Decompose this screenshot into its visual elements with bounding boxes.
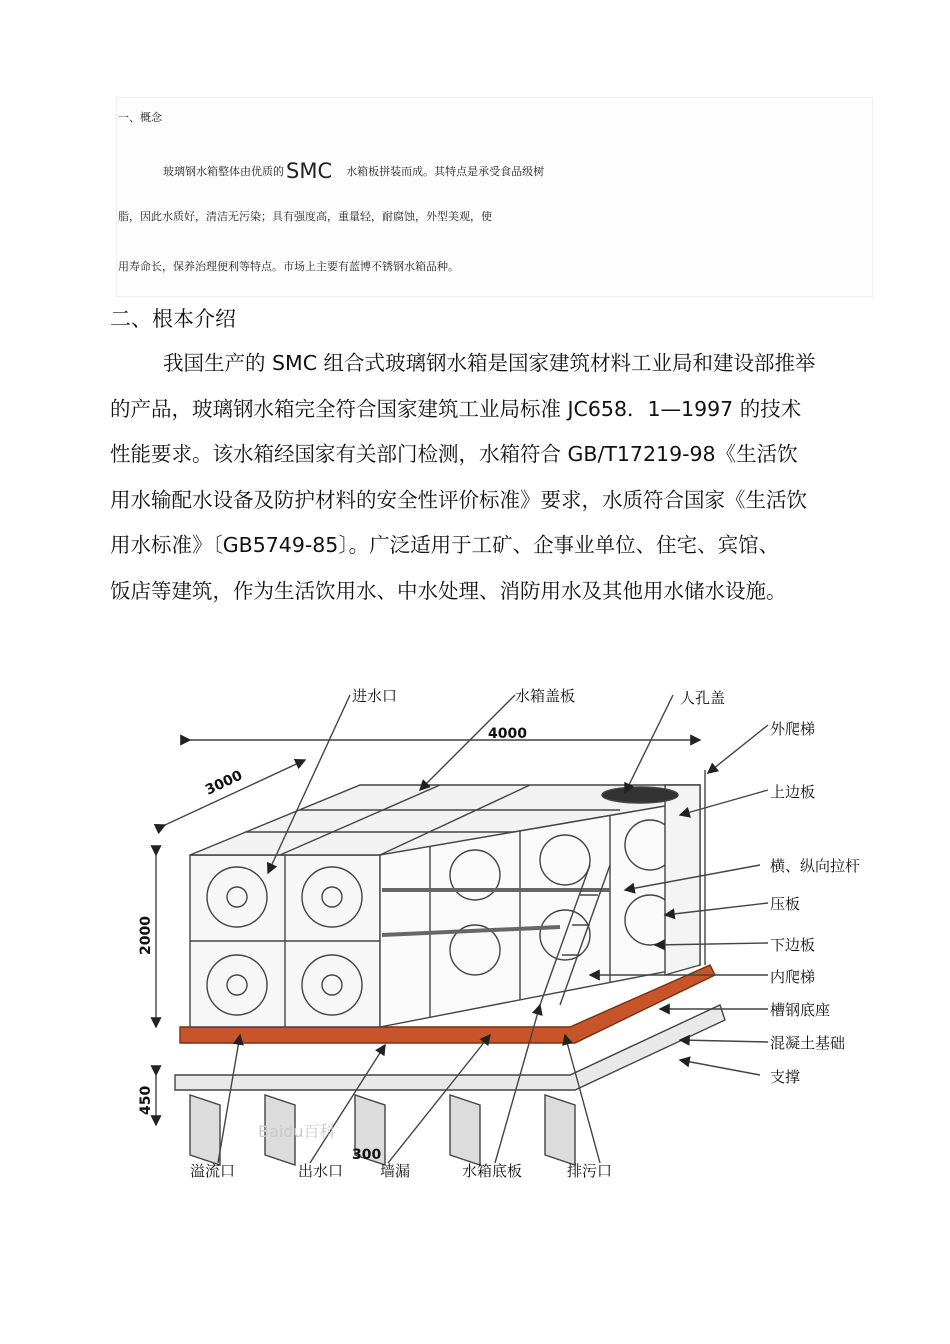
label-inner-ladder: 内爬梯 (770, 968, 816, 986)
label-tie-rods: 横、纵向拉杆 (770, 857, 861, 875)
dim-spacing: 300 (352, 1147, 382, 1163)
label-concrete-foundation: 混凝土基础 (770, 1034, 846, 1052)
smc-text: SMC (286, 159, 333, 183)
label-outer-ladder: 外爬梯 (770, 720, 816, 738)
dim-base-height: 450 (138, 1085, 154, 1115)
label-lower-edge-plate: 下边板 (770, 936, 816, 954)
concrete-footing (190, 1095, 220, 1165)
concept-line-1: 玻璃钢水箱整体由优质的SMC 水箱板拼装而成。其特点是承受食品级树 (163, 159, 545, 183)
label-cover-plate: 水箱盖板 (515, 687, 576, 705)
label-outlet: 出水口 (298, 1162, 344, 1180)
label-support: 支撑 (770, 1068, 801, 1086)
intro-line: 的产品，玻璃钢水箱完全符合国家建筑工业局标准 JC658．1—1997 的技术 (110, 396, 802, 421)
concrete-footing (450, 1095, 480, 1165)
manhole-cover (602, 787, 678, 803)
dim-height: 2000 (138, 916, 154, 955)
watermark: Baidu百科 (258, 1122, 336, 1141)
label-steel-base: 槽钢底座 (770, 1001, 831, 1019)
intro-line: 用水输配水设备及防护材料的安全性评价标准》要求，水质符合国家《生活饮 (110, 487, 807, 512)
dim-length: 4000 (488, 726, 527, 742)
concrete-footing (545, 1095, 575, 1165)
intro-line: 饭店等建筑，作为生活饮用水、中水处理、消防用水及其他用水储水设施。 (110, 578, 787, 603)
intro-heading: 二、根本介绍 (110, 307, 236, 331)
intro-line: 用水标准》〔GB5749-85〕。广泛适用于工矿、企事业单位、住宅、宾馆、 (110, 533, 780, 557)
water-tank-diagram (120, 665, 890, 1190)
label-inlet: 进水口 (352, 687, 398, 705)
label-manhole-cover: 人孔盖 (680, 689, 726, 707)
concept-line-2: 脂，因此水质好，清洁无污染；具有强度高，重量轻，耐腐蚀，外型美观，使 (118, 210, 492, 223)
concept-line-3: 用寿命长，保养治理便利等特点。市场上主要有蓝博不锈钢水箱品种。 (118, 260, 459, 273)
label-bottom-plate: 水箱底板 (462, 1162, 523, 1180)
label-overflow: 溢流口 (190, 1162, 236, 1180)
label-upper-edge-plate: 上边板 (770, 783, 816, 801)
label-drain: 排污口 (567, 1162, 613, 1180)
intro-line: 性能要求。该水箱经国家有关部门检测，水箱符合 GB/T17219-98《生活饮 (110, 442, 798, 466)
concept-heading: 一、概念 (118, 111, 162, 124)
dim-width: 3000 (202, 767, 246, 799)
label-press-plate: 压板 (770, 895, 801, 913)
intro-line: 我国生产的 SMC 组合式玻璃钢水箱是国家建筑材料工业局和建设部推举 (163, 351, 816, 375)
intro-paragraph (110, 341, 870, 614)
label-wall-plate: 墙漏 (380, 1162, 411, 1180)
